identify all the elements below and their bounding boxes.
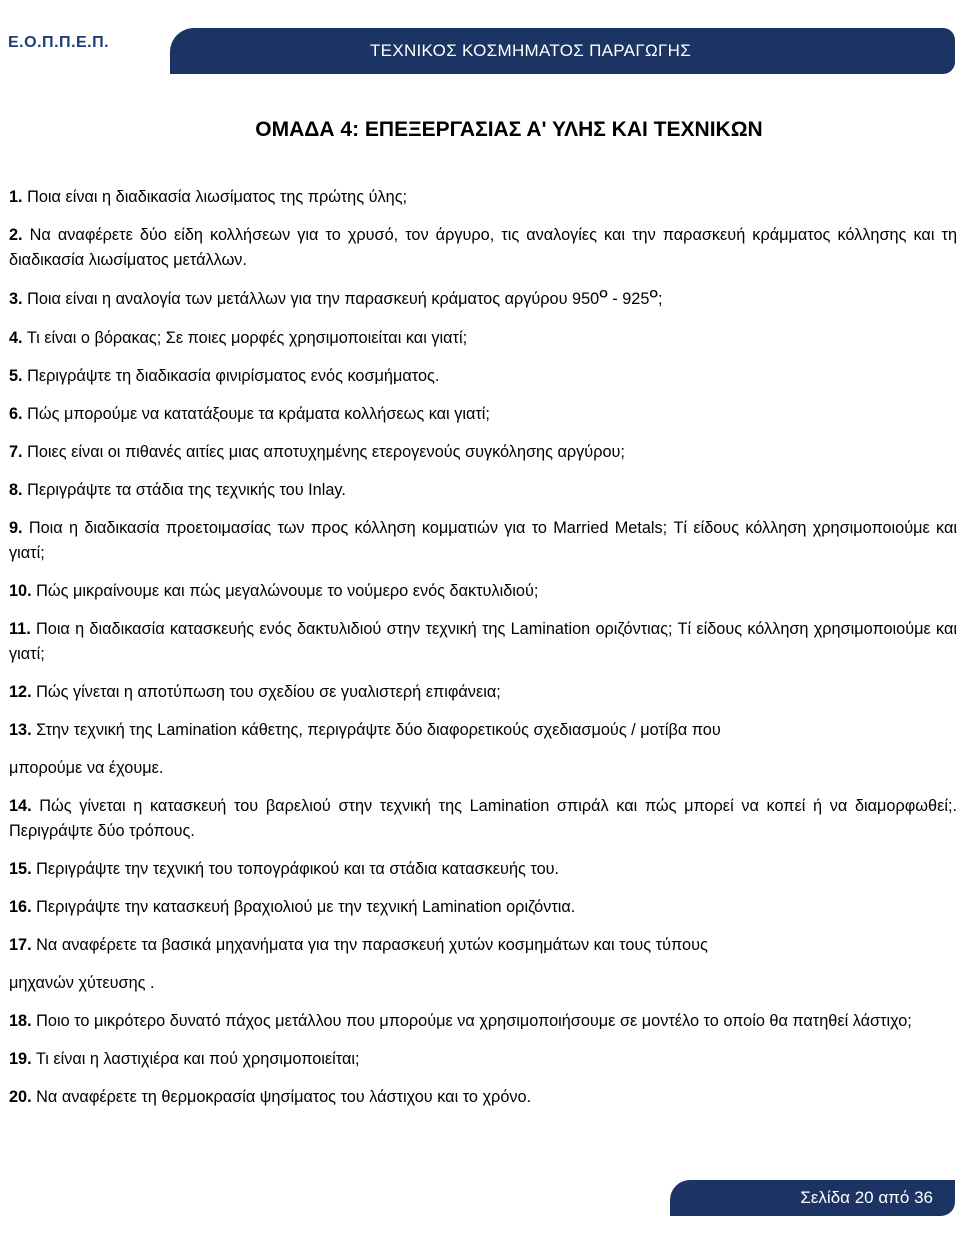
question-18	[9, 1009, 957, 1034]
question-number: 8.	[9, 481, 23, 499]
question-text: μπορούμε να έχουμε.	[9, 759, 164, 777]
question-number: 20.	[9, 1088, 32, 1106]
question-number: 16.	[9, 898, 32, 916]
question-4	[9, 326, 957, 351]
group-title: ΟΜΑΔΑ 4: ΕΠΕΞΕΡΓΑΣΙΑΣ Α' ΥΛΗΣ ΚΑΙ ΤΕΧΝΙΚΩΝ	[255, 118, 763, 141]
question-17-continuation	[9, 971, 957, 996]
question-text-mid: - 925	[607, 290, 650, 308]
question-number: 14.	[9, 797, 32, 815]
questions-list	[9, 185, 957, 1110]
question-text: Περιγράψτε τη διαδικασία φινιρίσματος ενός κοσμήματος.	[22, 367, 440, 385]
org-name: Ε.Ο.Π.Π.Ε.Π.	[8, 34, 110, 51]
question-8	[9, 478, 957, 503]
question-number: 11.	[9, 620, 31, 638]
page-footer	[670, 1180, 955, 1216]
question-number: 17.	[9, 936, 32, 954]
question-13	[9, 718, 957, 743]
question-text: Ποια είναι η αναλογία των μετάλλων για την παρασκευή κράματος αργύρου 950	[22, 290, 600, 308]
question-2	[9, 223, 957, 273]
question-number: 12.	[9, 683, 32, 701]
question-text: Ποια η διαδικασία προετοιμασίας των προς κόλληση κομματιών για το Married Metals; Τί είδους κόλληση χρησιμοποιούμε και γιατί;	[9, 519, 957, 562]
question-number: 1.	[9, 188, 23, 206]
question-number: 4.	[9, 329, 23, 347]
question-text: Να αναφέρετε τα βασικά μηχανήματα για την παρασκευή χυτών κοσμημάτων και τους τύπους	[31, 936, 708, 954]
question-5	[9, 364, 957, 389]
question-number: 6.	[9, 405, 23, 423]
question-11	[9, 617, 957, 667]
question-text: Περιγράψτε την τεχνική του τοπογράφικού και τα στάδια κατασκευής του.	[31, 860, 560, 878]
question-number: 2.	[9, 226, 23, 244]
question-text-end: ;	[657, 290, 663, 308]
page-number-label: Σελίδα 20 από 36	[800, 1188, 933, 1207]
degree-superscript: Ο	[599, 288, 608, 301]
question-text: Πώς γίνεται η αποτύπωση του σχεδίου σε γυαλιστερή επιφάνεια;	[31, 683, 501, 701]
question-text: Πώς γίνεται η κατασκευή του βαρελιού στην τεχνική της Lamination σπιράλ και πώς μπορεί να κοπεί ή να διαμορφωθεί;. Περιγράψτε δύο τρόπους.	[9, 797, 957, 840]
question-12	[9, 680, 957, 705]
question-text: Ποια είναι η διαδικασία λιωσίματος της πρώτης ύλης;	[22, 188, 408, 206]
question-text: Να αναφέρετε τη θερμοκρασία ψησίματος του λάστιχου και το χρόνο.	[31, 1088, 532, 1106]
question-text: Τι είναι ο βόρακας; Σε ποιες μορφές χρησιμοποιείται και γιατί;	[22, 329, 468, 347]
degree-superscript: Ο	[649, 288, 658, 301]
question-7	[9, 440, 957, 465]
question-number: 10.	[9, 582, 32, 600]
question-text: Ποιες είναι οι πιθανές αιτίες μιας αποτυχημένης ετερογενούς συγκόλησης αργύρου;	[22, 443, 625, 461]
question-14	[9, 794, 957, 844]
header-band	[170, 28, 955, 74]
question-text: Περιγράψτε την κατασκευή βραχιολιού με την τεχνική Lamination οριζόντια.	[31, 898, 576, 916]
question-text: μηχανών χύτευσης .	[9, 974, 155, 992]
question-20	[9, 1085, 957, 1110]
question-16	[9, 895, 957, 920]
question-text: Ποιο το μικρότερο δυνατό πάχος μετάλλου που μπορούμε να χρησιμοποιήσουμε σε μοντέλο το οποίο θα πατηθεί λάστιχο;	[31, 1012, 912, 1030]
question-9	[9, 516, 957, 566]
question-3	[9, 287, 957, 312]
question-number: 19.	[9, 1050, 32, 1068]
question-13-continuation	[9, 756, 957, 781]
question-10	[9, 579, 957, 604]
question-number: 7.	[9, 443, 23, 461]
question-15	[9, 857, 957, 882]
question-19	[9, 1047, 957, 1072]
question-text: Στην τεχνική της Lamination κάθετης, περιγράψτε δύο διαφορετικούς σχεδιασμούς / μοτίβα που	[31, 721, 721, 739]
question-number: 3.	[9, 290, 23, 308]
question-number: 15.	[9, 860, 32, 878]
question-text: Πώς μπορούμε να κατατάξουμε τα κράματα κολλήσεως και γιατί;	[22, 405, 490, 423]
question-number: 5.	[9, 367, 23, 385]
question-6	[9, 402, 957, 427]
question-text: Πώς μικραίνουμε και πώς μεγαλώνουμε το νούμερο ενός δακτυλιδιού;	[31, 582, 539, 600]
question-1	[9, 185, 957, 210]
question-number: 18.	[9, 1012, 32, 1030]
question-text: Τι είναι η λαστιχιέρα και πού χρησιμοποιείται;	[31, 1050, 360, 1068]
question-text: Να αναφέρετε δύο είδη κολλήσεων για το χρυσό, τον άργυρο, τις αναλογίες και την παρασκευή κράμματος κόλλησης και τη διαδικασία λιωσίματος μετάλλων.	[9, 226, 957, 269]
page-header	[0, 28, 955, 74]
question-17	[9, 933, 957, 958]
question-text: Περιγράψτε τα στάδια της τεχνικής του Inlay.	[22, 481, 346, 499]
question-number: 13.	[9, 721, 32, 739]
header-title: ΤΕΧΝΙΚΟΣ ΚΟΣΜΗΜΑΤΟΣ ΠΑΡΑΓΩΓΗΣ	[370, 41, 692, 60]
question-number: 9.	[9, 519, 23, 537]
question-text: Ποια η διαδικασία κατασκευής ενός δακτυλιδιού στην τεχνική της Lamination οριζόντιας; Τί είδους κόλληση χρησιμοποιούμε και γιατί;	[9, 620, 957, 663]
